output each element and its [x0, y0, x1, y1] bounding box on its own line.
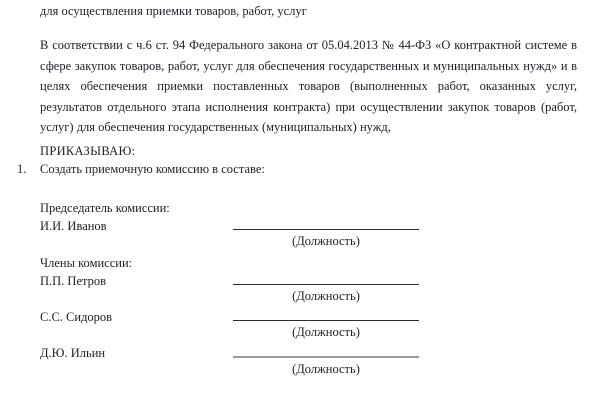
- list-item-text: Создать приемочную комиссию в составе:: [40, 161, 265, 176]
- signature-column: [233, 308, 419, 341]
- signature-column: [233, 344, 419, 378]
- commission-entry: [40, 217, 577, 250]
- commission-block: [40, 199, 577, 378]
- position-caption: (Должность): [292, 288, 360, 303]
- position-caption: (Должность): [292, 324, 360, 339]
- order-word: ПРИКАЗЫВАЮ:: [40, 143, 136, 158]
- commission-entry: [40, 272, 577, 305]
- member-name: Д.Ю. Ильин: [40, 345, 106, 360]
- commission-entry: [40, 308, 577, 341]
- member-name: И.И. Иванов: [40, 218, 107, 233]
- signature-line: [233, 308, 419, 321]
- commission-entry: [40, 344, 577, 378]
- body-paragraph: В соответствии с ч.6 ст. 94 Федерального закона от 05.04.2013 № 44-ФЗ «О контрактной системе в сфере закупок товаров, работ, услуг для обеспечения государственных и муниципальных нужд» и в целях обеспечения приемки поставленных товаров (выполненных работ, оказанных услуг, результатов отдельного этапа исполнения контракта) при осуществлении закупок товаров (работ, услуг) для обеспечения государственных (муниципальных) нужд,: [40, 38, 577, 135]
- members-label: Члены комиссии:: [40, 255, 133, 270]
- member-name: П.П. Петров: [40, 273, 107, 288]
- signature-column: [233, 217, 419, 250]
- member-name: С.С. Сидоров: [40, 309, 113, 324]
- signature-line: [233, 272, 419, 285]
- signature-line: [233, 217, 419, 230]
- signature-column: [233, 272, 419, 305]
- signature-line: [233, 344, 419, 358]
- intro-line: для осуществления приемки товаров, работ, услуг: [40, 4, 307, 18]
- list-item-number: 1.: [17, 161, 27, 176]
- position-caption: (Должность): [292, 361, 360, 376]
- position-caption: (Должность): [292, 233, 360, 248]
- list-item-1: [17, 160, 577, 178]
- chairman-label: Председатель комиссии:: [40, 200, 170, 215]
